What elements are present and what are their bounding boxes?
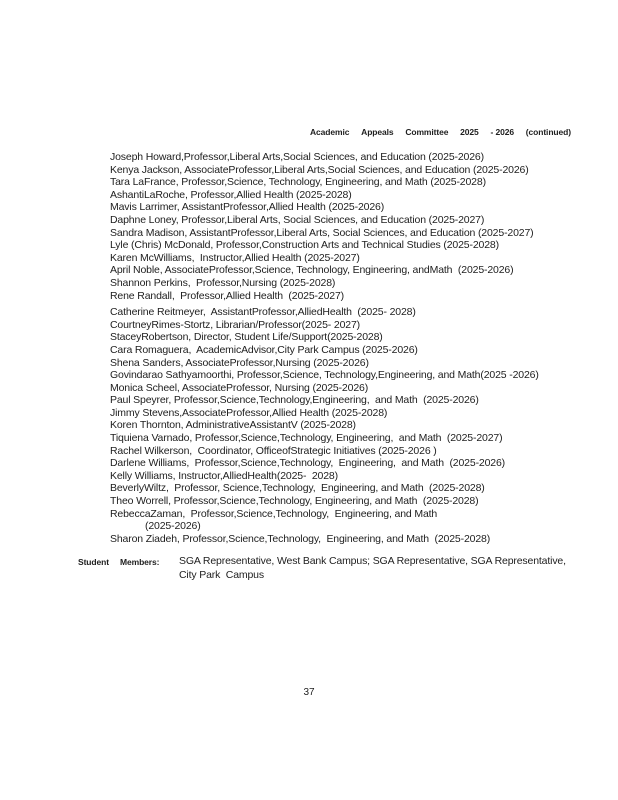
committee-member-entry: StaceyRobertson, Director, Student Life/Support(2025-2028) [110, 331, 383, 344]
committee-member-entry: Kenya Jackson, AssociateProfessor,Liberal Arts,Social Sciences, and Education (2025-2026) [110, 163, 529, 176]
committee-member-entry: Jimmy Stevens,AssociateProfessor,Allied Health (2025-2028) [110, 406, 388, 419]
committee-member-entry: AshantiLaRoche, Professor,Allied Health (2025-2028) [110, 188, 352, 201]
committee-member-entry: Shena Sanders, AssociateProfessor,Nursing (2025-2026) [110, 356, 369, 369]
committee-member-entry: Sharon Ziadeh, Professor,Science,Technology, Engineering, and Math (2025-2028) [110, 532, 491, 545]
header-word: Academic [310, 127, 350, 137]
committee-member-list [110, 151, 600, 545]
committee-member-entry: Tara LaFrance, Professor,Science, Technology, Engineering, and Math (2025-2028) [110, 176, 486, 189]
committee-member-entry: RebeccaZaman, Professor,Science,Technology, Engineering, and Math [110, 507, 438, 520]
header-word: Appeals [361, 127, 394, 137]
committee-member-entry: Koren Thornton, AdministrativeAssistantV (2025-2028) [110, 419, 356, 432]
committee-member-entry: Monica Scheel, AssociateProfessor, Nursing (2025-2026) [110, 381, 369, 394]
header-word: (continued) [525, 127, 571, 137]
committee-member-entry: Sandra Madison, AssistantProfessor,Liberal Arts, Social Sciences, and Education (2025-2027) [110, 226, 534, 239]
committee-member-entry: BeverlyWiltz, Professor, Science,Technology, Engineering, and Math (2025-2028) [110, 482, 485, 495]
committee-page-header [310, 127, 571, 137]
committee-member-entry: Lyle (Chris) McDonald, Professor,Construction Arts and Technical Studies (2025-2028) [110, 239, 499, 252]
committee-member-entry: Rene Randall, Professor,Allied Health (2025-2027) [110, 289, 344, 302]
committee-member-entry: April Noble, AssociateProfessor,Science, Technology, Engineering, andMath (2025-2026) [110, 264, 514, 277]
committee-member-entry: Darlene Williams, Professor,Science,Technology, Engineering, and Math (2025-2026) [110, 457, 506, 470]
committee-member-entry: Cara Romaguera, AcademicAdvisor,City Park Campus (2025-2026) [110, 343, 418, 356]
student-members-label-student: Student [78, 557, 109, 567]
student-members-line: City Park Campus [179, 568, 264, 581]
committee-member-entry: Theo Worrell, Professor,Science,Technology, Engineering, and Math (2025-2028) [110, 495, 479, 508]
committee-member-entry: (2025-2026) [145, 520, 201, 533]
committee-member-entry: Shannon Perkins, Professor,Nursing (2025-2028) [110, 276, 336, 289]
header-word: Committee [405, 127, 449, 137]
committee-member-entry: Rachel Wilkerson, Coordinator, OfficeofStrategic Initiatives (2025-2026 ) [110, 444, 437, 457]
committee-member-entry: Kelly Williams, Instructor,AlliedHealth(2025- 2028) [110, 469, 338, 482]
page-number: 37 [303, 687, 315, 698]
committee-member-entry: Karen McWilliams, Instructor,Allied Health (2025-2027) [110, 251, 360, 264]
committee-member-entry: Catherine Reitmeyer, AssistantProfessor,AlliedHealth (2025- 2028) [110, 306, 416, 319]
header-word: - 2026 [490, 127, 514, 137]
student-members-label-members: Members: [120, 557, 160, 567]
student-members-content [179, 555, 589, 582]
committee-member-entry: Joseph Howard,Professor,Liberal Arts,Social Sciences, and Education (2025-2026) [110, 151, 484, 163]
committee-member-entry: CourtneyRimes-Stortz, Librarian/Professor(2025- 2027) [110, 318, 360, 331]
committee-member-entry: Tiquiena Varnado, Professor,Science,Technology, Engineering, and Math (2025-2027) [110, 432, 503, 445]
student-members-line: SGA Representative, West Bank Campus; SGA Representative, SGA Representative, [179, 555, 566, 567]
header-word: 2025 [460, 127, 479, 137]
committee-member-entry: Paul Speyrer, Professor,Science,Technology,Engineering, and Math (2025-2026) [110, 394, 479, 407]
committee-member-entry: Daphne Loney, Professor,Liberal Arts, Social Sciences, and Education (2025-2027) [110, 213, 485, 226]
committee-member-entry: Govindarao Sathyamoorthi, Professor,Science, Technology,Engineering, and Math(2025 -2026) [110, 369, 539, 382]
committee-member-entry: Mavis Larrimer, AssistantProfessor,Allied Health (2025-2026) [110, 201, 385, 214]
